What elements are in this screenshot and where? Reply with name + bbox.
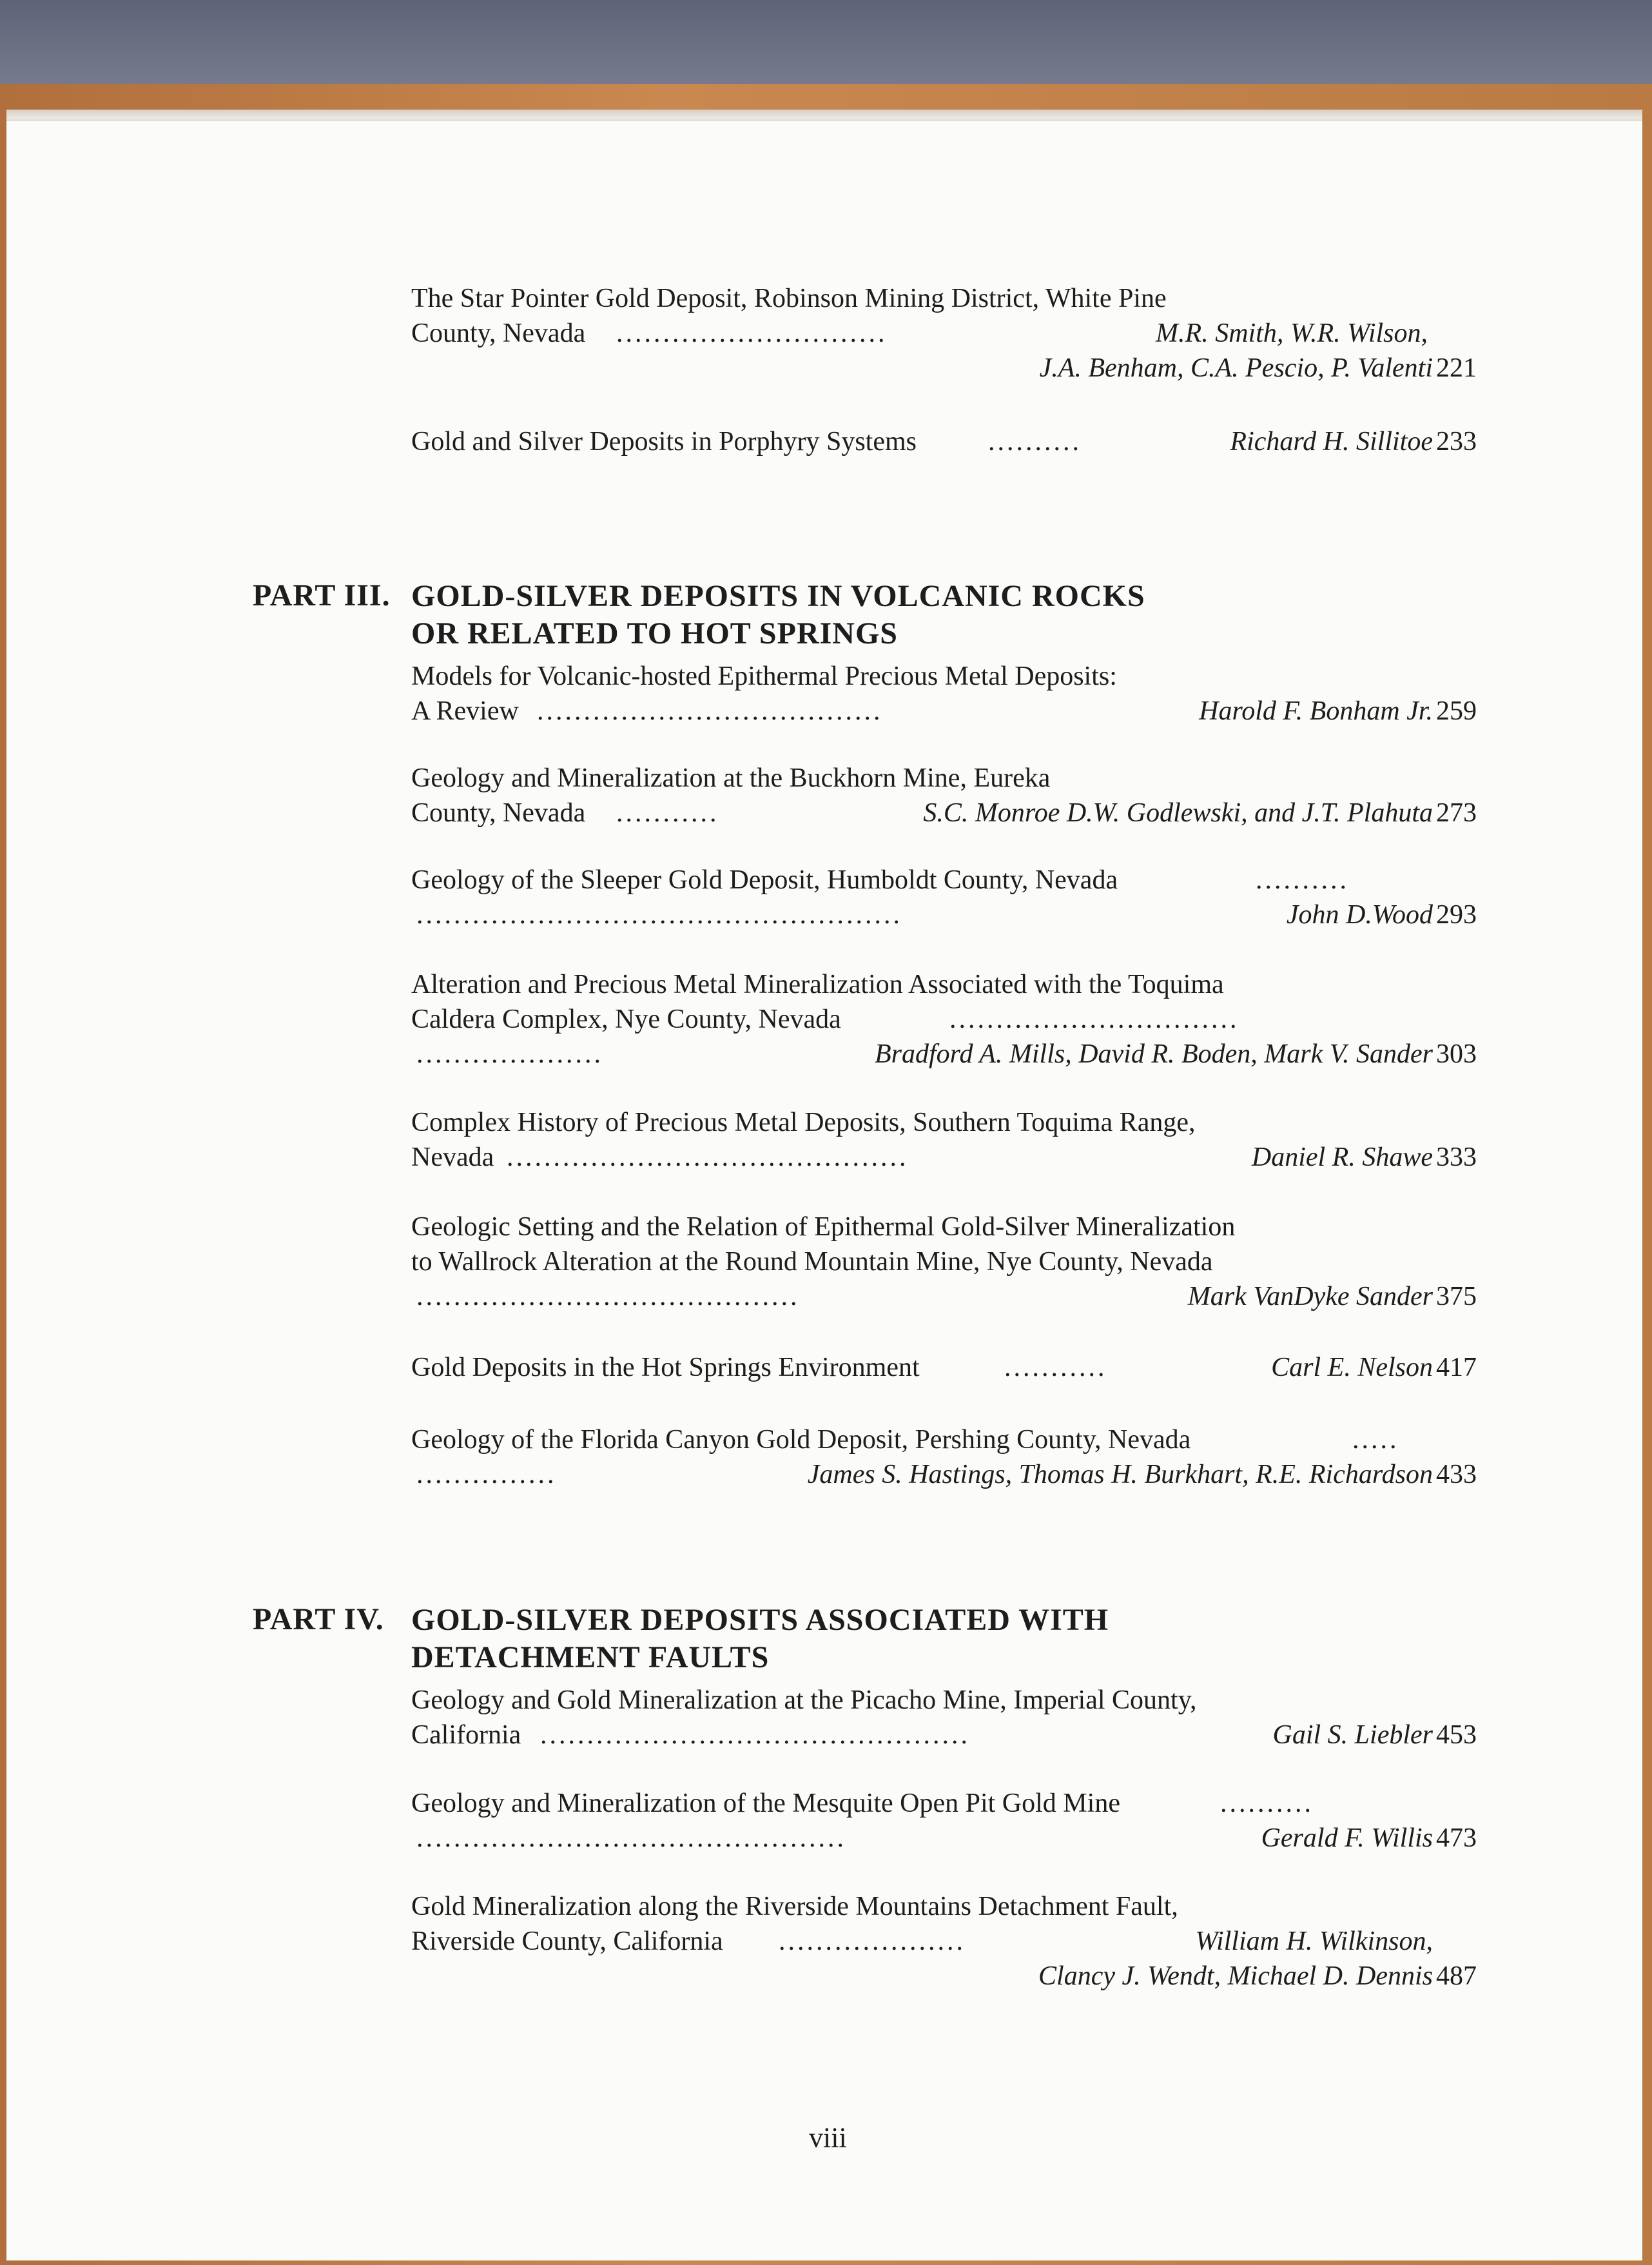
leader-dots: .............................................. xyxy=(540,1720,970,1750)
toc-entry-hot-springs xyxy=(411,1350,1477,1385)
entry-title-line: to Wallrock Alteration at the Round Mountain Mine, Nye County, Nevada xyxy=(411,1247,1213,1277)
entry-title-line: County, Nevada xyxy=(411,798,586,828)
entry-authors: Richard H. Sillitoe xyxy=(1230,427,1433,456)
page-number-footer: viii xyxy=(809,2122,847,2153)
entry-authors: Mark VanDyke Sander xyxy=(1187,1282,1433,1311)
toc-entry-round-mountain xyxy=(411,1210,1477,1314)
entry-page-number: 375 xyxy=(1436,1282,1477,1311)
toc-entry-toquima-caldera xyxy=(411,967,1477,1072)
entry-authors: Gail S. Liebler xyxy=(1272,1720,1433,1750)
entry-authors: Daniel R. Shawe xyxy=(1251,1142,1433,1172)
entry-title-line: A Review xyxy=(411,696,519,726)
entry-title-line: Geology of the Florida Canyon Gold Deposit, Pershing County, Nevada xyxy=(411,1425,1191,1455)
entry-page-number: 259 xyxy=(1436,696,1477,726)
toc-entry-star-pointer xyxy=(411,281,1477,386)
toc-entry-complex-history xyxy=(411,1105,1477,1175)
entry-authors: Bradford A. Mills, David R. Boden, Mark V. Sander xyxy=(875,1039,1433,1069)
entry-page-number: 233 xyxy=(1436,427,1477,456)
toc-entry-mesquite xyxy=(411,1786,1477,1856)
leader-dots: ........................................... xyxy=(507,1142,909,1172)
leader-dots: .......... xyxy=(1256,865,1349,895)
part-iii-label: PART III. xyxy=(253,578,391,613)
entry-authors: Gerald F. Willis xyxy=(1261,1823,1433,1853)
entry-title-line: Geology of the Sleeper Gold Deposit, Humboldt County, Nevada xyxy=(411,865,1118,895)
entry-title-line: Geologic Setting and the Relation of Epithermal Gold-Silver Mineralization xyxy=(411,1212,1236,1242)
entry-title-line: Caldera Complex, Nye County, Nevada xyxy=(411,1005,841,1034)
toc-entry-florida-canyon xyxy=(411,1422,1477,1492)
part-iii-title xyxy=(411,578,1145,652)
entry-title-line: Geology and Gold Mineralization at the Picacho Mine, Imperial County, xyxy=(411,1685,1197,1715)
entry-title-line: Nevada xyxy=(411,1142,494,1172)
entry-title-line: Models for Volcanic-hosted Epithermal Precious Metal Deposits: xyxy=(411,662,1117,691)
leader-dots: ..... xyxy=(1352,1425,1399,1455)
part-iv-title xyxy=(411,1602,1109,1676)
entry-title-line: Gold Mineralization along the Riverside Mountains Detachment Fault, xyxy=(411,1892,1178,1921)
entry-page-number: 221 xyxy=(1436,353,1477,383)
toc-entry-models xyxy=(411,659,1477,729)
entry-page-number: 417 xyxy=(1436,1353,1477,1382)
entry-page-number: 453 xyxy=(1436,1720,1477,1750)
leader-dots: ............... xyxy=(416,1460,557,1489)
leader-dots: ............................. xyxy=(616,319,888,348)
leader-dots: .......... xyxy=(988,427,1082,456)
toc-entry-sleeper xyxy=(411,863,1477,932)
part-title-line: DETACHMENT FAULTS xyxy=(411,1640,770,1674)
part-iv-label: PART IV. xyxy=(253,1602,384,1636)
entry-page-number: 433 xyxy=(1436,1460,1477,1489)
entry-authors: M.R. Smith, W.R. Wilson, xyxy=(1149,316,1428,351)
entry-authors: J.A. Benham, C.A. Pescio, P. Valenti xyxy=(1039,353,1433,383)
entry-title-line: Gold and Silver Deposits in Porphyry Systems xyxy=(411,427,917,456)
leader-dots: .............................................. xyxy=(416,1823,846,1853)
entry-title-line: County, Nevada xyxy=(411,319,586,348)
leader-dots: ............................... xyxy=(949,1005,1239,1034)
entry-authors: S.C. Monroe D.W. Godlewski, and J.T. Plahuta xyxy=(923,798,1433,828)
entry-title-line: Alteration and Precious Metal Mineralization Associated with the Toquima xyxy=(411,970,1224,999)
entry-page-number: 273 xyxy=(1436,798,1477,828)
entry-authors: Clancy J. Wendt, Michael D. Dennis xyxy=(1038,1961,1433,1991)
part-title-line: GOLD-SILVER DEPOSITS ASSOCIATED WITH xyxy=(411,1603,1109,1637)
toc-entry-riverside xyxy=(411,1889,1477,1994)
entry-page-number: 333 xyxy=(1436,1142,1477,1172)
leader-dots: .................... xyxy=(779,1927,966,1956)
leader-dots: ......................................... xyxy=(416,1282,800,1311)
leader-dots: .................................................... xyxy=(416,900,902,930)
entry-page-number: 293 xyxy=(1436,900,1477,930)
entry-page-number: 303 xyxy=(1436,1039,1477,1069)
entry-title-line: Geology and Mineralization at the Buckhorn Mine, Eureka xyxy=(411,763,1051,793)
toc-entry-porphyry xyxy=(411,424,1477,459)
entry-page-number: 473 xyxy=(1436,1823,1477,1853)
entry-page-number: 487 xyxy=(1436,1961,1477,1991)
leader-dots: .......... xyxy=(1220,1789,1314,1818)
entry-authors: James S. Hastings, Thomas H. Burkhart, R.E. Richardson xyxy=(807,1460,1433,1489)
entry-authors: Harold F. Bonham Jr. xyxy=(1199,696,1433,726)
entry-title-line: Geology and Mineralization of the Mesquite Open Pit Gold Mine xyxy=(411,1789,1120,1818)
toc-entry-buckhorn xyxy=(411,761,1477,830)
entry-title-line: Complex History of Precious Metal Deposits, Southern Toquima Range, xyxy=(411,1108,1196,1137)
part-title-line: OR RELATED TO HOT SPRINGS xyxy=(411,616,898,651)
entry-title-line: Gold Deposits in the Hot Springs Environment xyxy=(411,1353,920,1382)
leader-dots: ........... xyxy=(616,798,719,828)
entry-authors: William H. Wilkinson, xyxy=(1195,1927,1433,1956)
part-title-line: GOLD-SILVER DEPOSITS IN VOLCANIC ROCKS xyxy=(411,579,1145,613)
entry-authors: John D.Wood xyxy=(1286,900,1433,930)
leader-dots: ........... xyxy=(1004,1353,1107,1382)
entry-title-line: Riverside County, California xyxy=(411,1927,723,1956)
leader-dots: .................... xyxy=(416,1039,603,1069)
toc-entry-picacho xyxy=(411,1683,1477,1752)
leader-dots: ..................................... xyxy=(537,696,883,726)
entry-title-line: California xyxy=(411,1720,521,1750)
entry-authors: Carl E. Nelson xyxy=(1271,1353,1433,1382)
entry-title-line: The Star Pointer Gold Deposit, Robinson Mining District, White Pine xyxy=(411,284,1167,313)
